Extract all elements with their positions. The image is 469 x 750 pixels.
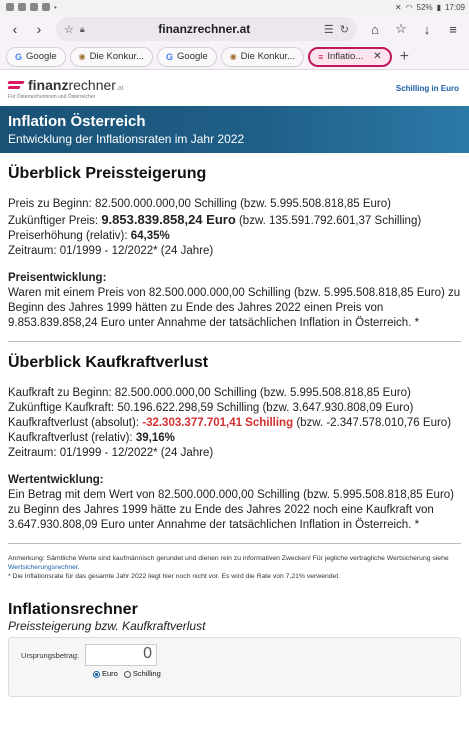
divider (8, 543, 461, 544)
google-icon: G (166, 51, 174, 62)
browser-toolbar (0, 14, 469, 44)
calculator-subtitle: Preissteigerung bzw. Kaufkraftverlust (8, 619, 206, 633)
page-banner (0, 106, 469, 153)
tab-google-1[interactable] (6, 47, 66, 67)
kaufkraft-period: Zeitraum: 01/1999 - 12/2022* (24 Jahre) (8, 447, 214, 459)
note-inflation-rate: * Die Inflationsrate für das gesamte Jahr 2022 liegt hier noch nicht vor. Es wird die Rate von 7,21% verwendet. (8, 573, 341, 580)
amount-label: Ursprungsbetrag: (21, 650, 79, 660)
google-icon: G (15, 51, 23, 62)
youtube-icon (18, 3, 26, 11)
tab-google-2[interactable] (157, 47, 217, 67)
new-tab-icon[interactable]: + (399, 47, 409, 65)
kaufkraft-start: Kaufkraft zu Beginn: 82.500.000.000,00 Schilling (bzw. 5.995.508.818,85 Euro) (8, 387, 411, 399)
battery-icon: ▮ (436, 2, 441, 12)
more-dots-icon: • (54, 2, 57, 12)
logo-tld: .at (115, 84, 124, 92)
tab-konkurrenz-1[interactable] (70, 47, 153, 67)
site-header (0, 70, 469, 106)
preis-start: Preis zu Beginn: 82.500.000.000,00 Schilling (bzw. 5.995.508.818,85 Euro) (8, 198, 391, 210)
forward-icon[interactable]: › (36, 21, 42, 37)
logo-rest: rechner (68, 76, 116, 93)
schilling-euro-link[interactable]: Schilling in Euro (395, 83, 459, 93)
tab-konkurrenz-2[interactable] (221, 47, 304, 67)
amount-input[interactable]: 0 (85, 644, 157, 666)
tab-label: Google (26, 51, 57, 62)
clock: 17:09 (444, 2, 465, 12)
close-tab-icon[interactable]: ✕ (373, 51, 382, 62)
back-icon[interactable]: ‹ (12, 21, 18, 37)
downloads-icon[interactable]: ↓ (423, 21, 431, 37)
wifi-icon: ◠ (405, 2, 413, 12)
chrome-icon (30, 3, 38, 11)
status-bar (0, 0, 469, 14)
divider (8, 341, 461, 342)
kaufkraft-dev-heading: Wertentwicklung: (8, 474, 104, 486)
kaufkraft-loss-rel: Kaufkraftverlust (relativ): 39,16% (8, 432, 175, 444)
page-title: Inflation Österreich (8, 113, 146, 130)
reload-icon[interactable]: ↻ (339, 23, 349, 36)
preis-dev-text: Waren mit einem Preis von 82.500.000.000,00 Schilling (bzw. 5.995.508.818,85 Euro) zu Beginn des Jahres 1999 hätten zu Ende des Jahres 2022 einen Preis von 9.853.839.858,24 Euro unter Annahme der tatsächlichen Inflation in Österreich. * (8, 287, 461, 329)
radio-euro[interactable]: Euro (93, 669, 118, 678)
logo-mark-icon (8, 80, 26, 90)
url-text[interactable]: finanzrechner.at (158, 22, 251, 36)
radio-on-icon[interactable] (93, 671, 100, 678)
preis-period: Zeitraum: 01/1999 - 12/2022* (24 Jahre) (8, 245, 214, 257)
preis-future: Zukünftiger Preis: 9.853.839.858,24 Euro (bzw. 135.591.792.601,37 Schilling) (8, 212, 422, 227)
lock-icon[interactable]: 🔒︎ (79, 23, 85, 34)
section-heading-kaufkraft: Überblick Kaufkraftverlust (8, 354, 209, 371)
page-subtitle: Entwicklung der Inflationsraten im Jahr 2022 (8, 132, 245, 146)
radio-off-icon[interactable] (124, 671, 131, 678)
logo-brand: finanz (28, 76, 69, 93)
home-icon[interactable]: ⌂ (371, 21, 379, 37)
system-icons (395, 3, 465, 12)
radio-schilling[interactable]: Schilling (124, 669, 161, 678)
kaufkraft-future: Zukünftige Kaufkraft: 50.196.622.298,59 Schilling (bzw. 3.647.930.808,09 Euro) (8, 402, 414, 414)
menu-icon[interactable]: ≡ (449, 21, 457, 37)
section-heading-preis: Überblick Preissteigerung (8, 165, 207, 182)
tab-label: Die Konkur... (89, 51, 145, 62)
preis-dev-heading: Preisentwicklung: (8, 272, 107, 284)
tab-inflation[interactable] (308, 47, 392, 67)
preis-increase: Preiserhöhung (relativ): 64,35% (8, 230, 170, 242)
mute-icon: ✕ (394, 2, 402, 12)
note-rounding: Anmerkung: Sämtliche Werte sind kaufmännisch gerundet und dienen rein zu informativen Zwecken! Für jegliche vertragliche Wertsicherung siehe Wertsicherungsrechner. (8, 555, 449, 571)
address-bar[interactable] (56, 17, 357, 41)
reader-mode-icon[interactable]: ☰ (323, 23, 334, 36)
tab-strip (0, 44, 469, 70)
tab-label: Google (177, 51, 208, 62)
main-content (0, 165, 469, 697)
settings-icon (42, 3, 50, 11)
calculator-form (8, 637, 461, 697)
battery-level: 52% (416, 2, 433, 12)
bookmarks-icon[interactable]: ☆ (395, 21, 407, 36)
kaufkraft-dev-text: Ein Betrag mit dem Wert von 82.500.000.000,00 Schilling (bzw. 5.995.508.818,85 Euro) zu Beginn des Jahres 1999 hätte zu Ende des Jahres 2022 noch eine Kaufkraft von 3.647.930.808,09 Euro unter Annahme der tatsächlichen Inflation in Österreich. * (8, 489, 455, 531)
notification-icons (6, 3, 57, 12)
kaufkraft-loss-abs: Kaufkraftverlust (absolut): -32.303.377.701,41 Schilling (bzw. -2.347.578.010,76 Euro) (8, 417, 452, 429)
eye-icon: ◉ (229, 52, 237, 61)
bookmark-star-icon[interactable]: ☆ (64, 23, 74, 36)
eye-icon: ◉ (78, 52, 86, 61)
calculator-title: Inflationsrechner (8, 601, 138, 618)
tab-label: Inflatio... (327, 51, 364, 62)
finanzrechner-icon: ≡ (318, 51, 324, 62)
site-logo[interactable] (8, 77, 124, 100)
wertsicherungsrechner-link[interactable]: Wertsicherungsrechner (8, 564, 78, 571)
gallery-icon (6, 3, 14, 11)
logo-tagline: Für Österreicherinnen und Österreicher (8, 93, 96, 100)
tab-label: Die Konkur... (240, 51, 296, 62)
